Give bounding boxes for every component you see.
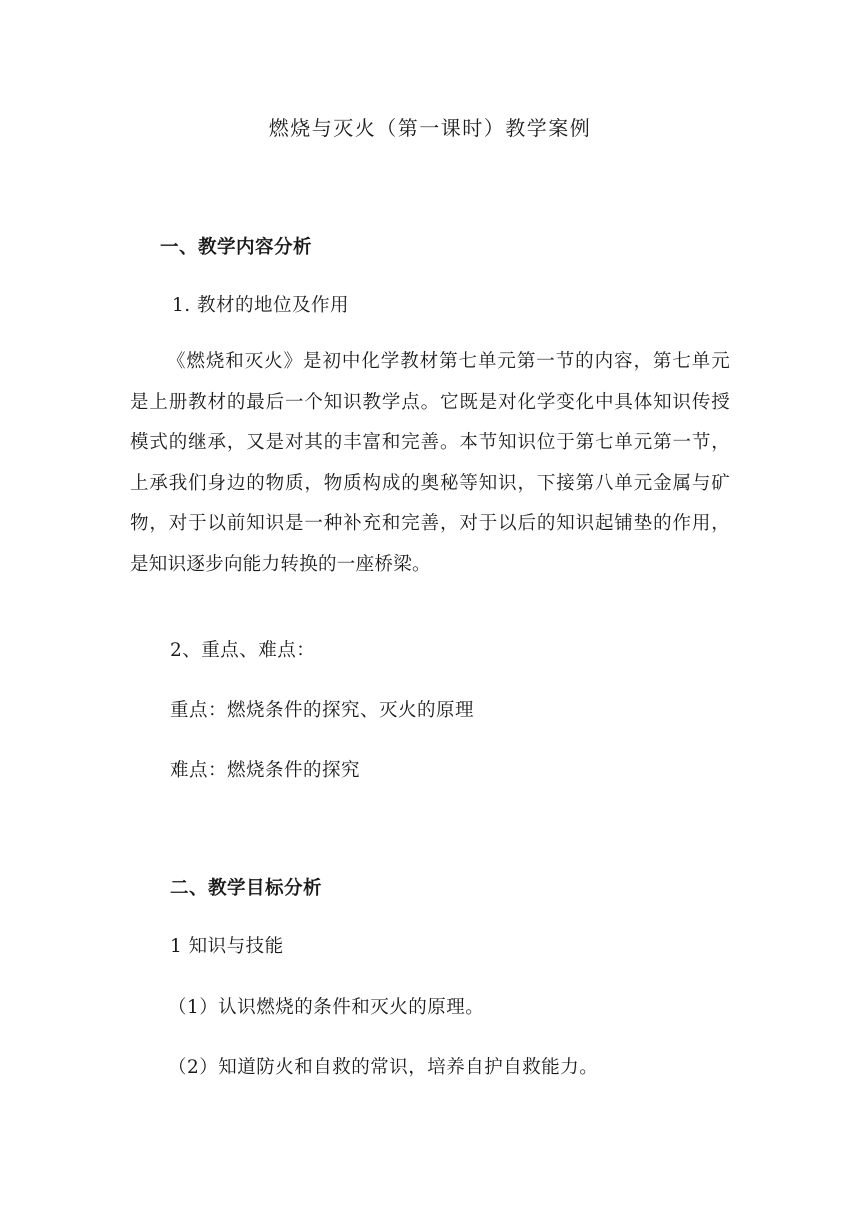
section-heading-content-analysis: 一、教学内容分析 (160, 237, 313, 258)
subheading-textbook-role: 1. 教材的地位及作用 (172, 295, 350, 316)
subheading-key-difficult-points: 2、重点、难点： (170, 640, 316, 661)
goal-item-1: （1）认识燃烧的条件和灭火的原理。 (168, 997, 485, 1018)
key-point-text: 重点：燃烧条件的探究、灭火的原理 (170, 700, 475, 721)
document-title: 燃烧与灭火（第一课时）教学案例 (268, 116, 592, 140)
goal-item-2: （2）知道防火和自救的常识，培养自护自救能力。 (168, 1057, 599, 1078)
difficult-point-text: 难点：燃烧条件的探究 (170, 760, 361, 781)
subheading-knowledge-skills: 1 知识与技能 (170, 936, 284, 957)
section-heading-goal-analysis: 二、教学目标分析 (170, 878, 323, 899)
body-paragraph: 《燃烧和灭火》是初中化学教材第七单元第一节的内容，第七单元是上册教材的最后一个知识教学点。它既是对化学变化中具体知识传授模式的继承，又是对其的丰富和完善。本节知识位于第七单元第一节，上承我们身边的物质，物质构成的奥秘等知识，下接第八单元金属与矿物，对于以前知识是一种补充和完善，对于以后的知识起铺垫的作用，是知识逐步向能力转换的一座桥梁。 (130, 351, 730, 575)
